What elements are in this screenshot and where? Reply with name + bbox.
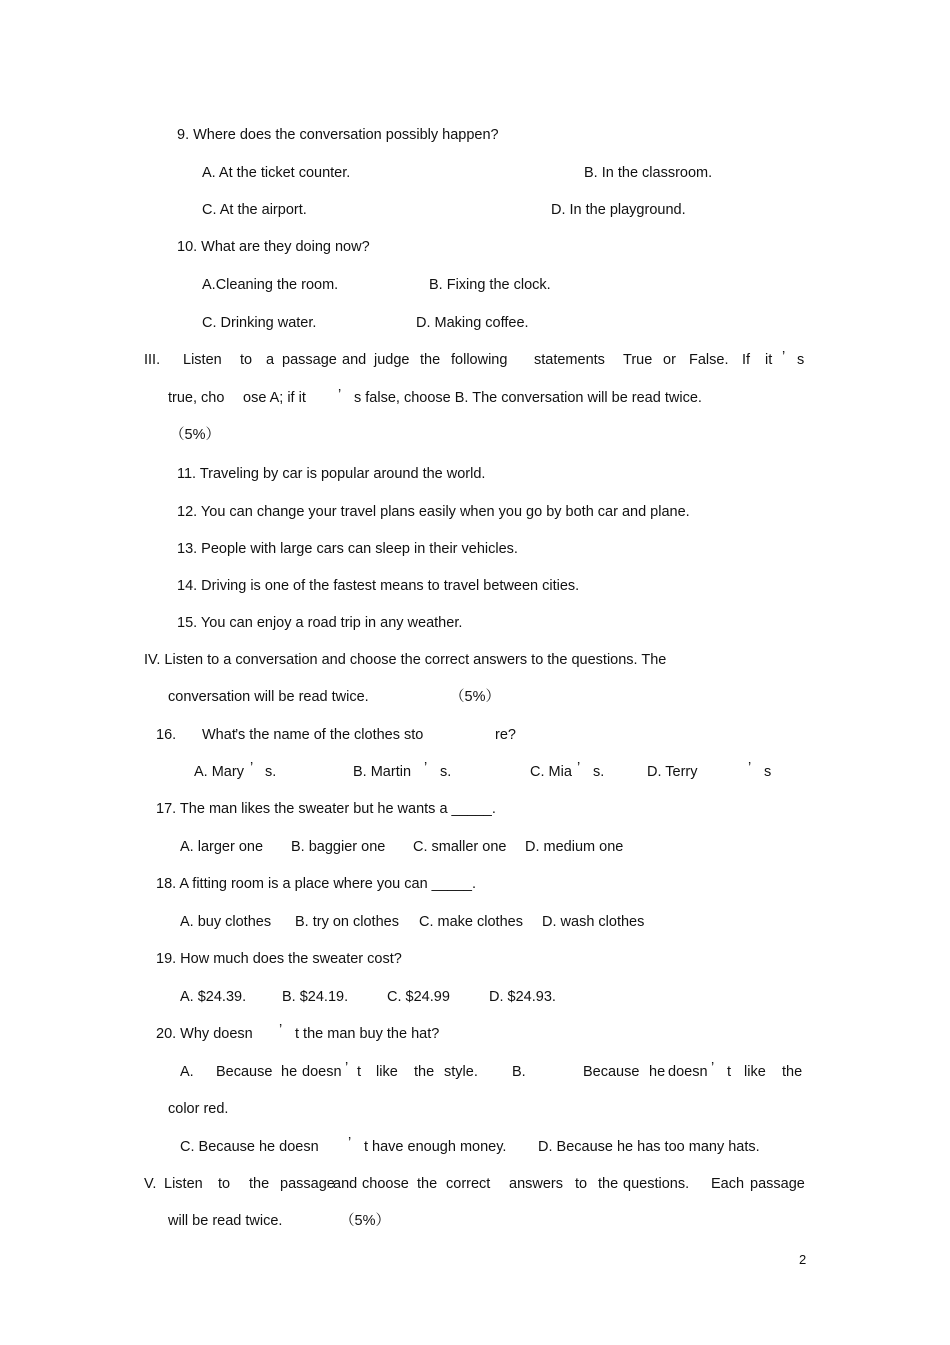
section3-word: and <box>342 352 367 368</box>
q16-question-part: What <box>202 727 236 743</box>
q20-word: he <box>281 1064 298 1080</box>
q19-option-b: B. $24.19. <box>282 989 349 1005</box>
section3-word: False. <box>689 352 729 368</box>
section5-word: the <box>249 1176 270 1192</box>
q20-word: style. <box>444 1064 478 1080</box>
section5-word: Each <box>711 1176 745 1192</box>
q20-word: A. <box>180 1064 194 1080</box>
q16-option-c-suffix: s. <box>593 764 605 780</box>
section3-points: （5%） <box>170 427 220 443</box>
section3-word: statements <box>534 352 605 368</box>
q17-question: 17. The man likes the sweater but he wants a _____. <box>156 801 496 817</box>
section3-word: judge <box>374 352 410 368</box>
section5-word: correct <box>446 1176 491 1192</box>
q19-option-a: A. $24.39. <box>180 989 247 1005</box>
q20-word: Because <box>216 1064 273 1080</box>
section5-word: choose <box>362 1176 409 1192</box>
section5-word: answers <box>509 1176 563 1192</box>
section3-line2-part: ose A; if it <box>243 390 306 406</box>
section5-word: to <box>575 1176 588 1192</box>
q20-word: t <box>357 1064 362 1080</box>
section5-word: V. <box>144 1176 157 1192</box>
q16-option-d: D. Terry <box>647 764 698 780</box>
q20-option-c-part: C. Because he doesn <box>180 1139 319 1155</box>
section3-word: a <box>266 352 275 368</box>
q17-option-d: D. medium one <box>525 839 624 855</box>
q20-word: like <box>744 1064 766 1080</box>
q17-option-c: C. smaller one <box>413 839 507 855</box>
q9-question: 9. Where does the conversation possibly happen? <box>177 127 499 143</box>
q16-number: 16. <box>156 727 177 743</box>
section3-word: passage <box>282 352 337 368</box>
section3-word: True <box>623 352 653 368</box>
section5-word: passage <box>750 1176 805 1192</box>
q20-word: doesn <box>302 1064 342 1080</box>
q18-question: 18. A fitting room is a place where you can _____. <box>156 876 477 892</box>
q17-option-a: A. larger one <box>180 839 264 855</box>
q16-option-c: C. Mia <box>530 764 572 780</box>
q16-option-a-suffix: s. <box>265 764 277 780</box>
section3-word: ’ <box>782 349 786 365</box>
statement-12: 12. You can change your travel plans easily when you go by both car and plane. <box>177 504 690 520</box>
q16-option-b-suffix: s. <box>440 764 452 780</box>
q20-word: ’ <box>345 1060 349 1076</box>
q16-option-d-apostrophe: ’ <box>748 760 752 776</box>
q16-option-b-apostrophe: ’ <box>424 760 428 776</box>
q20-word: B. <box>512 1064 526 1080</box>
q18-option-c: C. make clothes <box>419 914 523 930</box>
q20-option-d: D. Because he has too many hats. <box>538 1139 760 1155</box>
statement-13: 13. People with large cars can sleep in their vehicles. <box>177 541 518 557</box>
statement-14: 14. Driving is one of the fastest means to travel between cities. <box>177 578 580 594</box>
q10-option-b: B. Fixing the clock. <box>429 277 551 293</box>
q16-option-b: B. Martin <box>353 764 412 780</box>
q20-word: like <box>376 1064 398 1080</box>
section3-word: following <box>451 352 508 368</box>
q9-option-d: D. In the playground. <box>551 202 686 218</box>
section3-word: the <box>420 352 441 368</box>
section5-word: questions. <box>623 1176 690 1192</box>
q10-question: 10. What are they doing now? <box>177 239 370 255</box>
q10-option-c: C. Drinking water. <box>202 315 317 331</box>
q20-option-c-part: ’ <box>348 1135 352 1151</box>
q10-option-a: A.Cleaning the room. <box>202 277 339 293</box>
q20-word: he <box>649 1064 666 1080</box>
section5-word: the <box>598 1176 619 1192</box>
statement-11: 11. Traveling by car is popular around the world. <box>177 466 486 482</box>
q20-word: the <box>782 1064 803 1080</box>
q20-word: doesn <box>668 1064 708 1080</box>
q20-word: ’ <box>711 1060 715 1076</box>
section3-word: If <box>742 352 751 368</box>
section3-word: s <box>797 352 805 368</box>
q18-option-a: A. buy clothes <box>180 914 272 930</box>
q17-option-b: B. baggier one <box>291 839 386 855</box>
q19-option-d: D. $24.93. <box>489 989 556 1005</box>
section5-points: （5%） <box>340 1213 390 1229</box>
q9-option-a: A. At the ticket counter. <box>202 165 351 181</box>
q20-word: Because <box>583 1064 640 1080</box>
q19-question: 19. How much does the sweater cost? <box>156 951 402 967</box>
q20-option-b-continued: color red. <box>168 1101 229 1117</box>
q20-question-part: ’ <box>279 1022 283 1038</box>
q20-word: the <box>414 1064 435 1080</box>
q20-word: t <box>727 1064 732 1080</box>
q18-option-d: D. wash clothes <box>542 914 645 930</box>
q16-option-d-suffix: s <box>764 764 772 780</box>
section3-line2-part: true, cho <box>168 390 225 406</box>
section5-word: and <box>333 1176 358 1192</box>
q20-question-part: t the man buy the hat? <box>295 1026 440 1042</box>
q20-question-part: 20. Why doesn <box>156 1026 253 1042</box>
page-number: 2 <box>799 1252 807 1267</box>
q16-option-a: A. Mary <box>194 764 244 780</box>
section3-word: III. <box>144 352 161 368</box>
section5-word: to <box>218 1176 231 1192</box>
section3-word: to <box>240 352 253 368</box>
q16-question-part: ’s the name of the clothes sto <box>235 727 424 743</box>
q16-option-a-apostrophe: ’ <box>250 760 254 776</box>
q10-option-d: D. Making coffee. <box>416 315 529 331</box>
section5-heading-line2: will be read twice. <box>168 1213 283 1229</box>
section3-word: or <box>663 352 676 368</box>
q9-option-c: C. At the airport. <box>202 202 307 218</box>
q16-question-part: re? <box>495 727 516 743</box>
section4-points: （5%） <box>450 689 500 705</box>
section5-word: Listen <box>164 1176 203 1192</box>
q16-option-c-apostrophe: ’ <box>577 760 581 776</box>
q18-option-b: B. try on clothes <box>295 914 399 930</box>
section5-word: the <box>417 1176 438 1192</box>
q19-option-c: C. $24.99 <box>387 989 450 1005</box>
section3-line2-part: ’ <box>338 387 342 403</box>
section4-heading: IV. Listen to a conversation and choose the correct answers to the questions. The <box>144 652 667 668</box>
section5-word: passage <box>280 1176 335 1192</box>
section3-line2-part: s false, choose B. The conversation will be read twice. <box>354 390 702 406</box>
q20-option-c-part: t have enough money. <box>364 1139 507 1155</box>
section4-heading-line2: conversation will be read twice. <box>168 689 369 705</box>
statement-15: 15. You can enjoy a road trip in any weather. <box>177 615 463 631</box>
section3-word: it <box>765 352 773 368</box>
q9-option-b: B. In the classroom. <box>584 165 713 181</box>
section3-word: Listen <box>183 352 222 368</box>
